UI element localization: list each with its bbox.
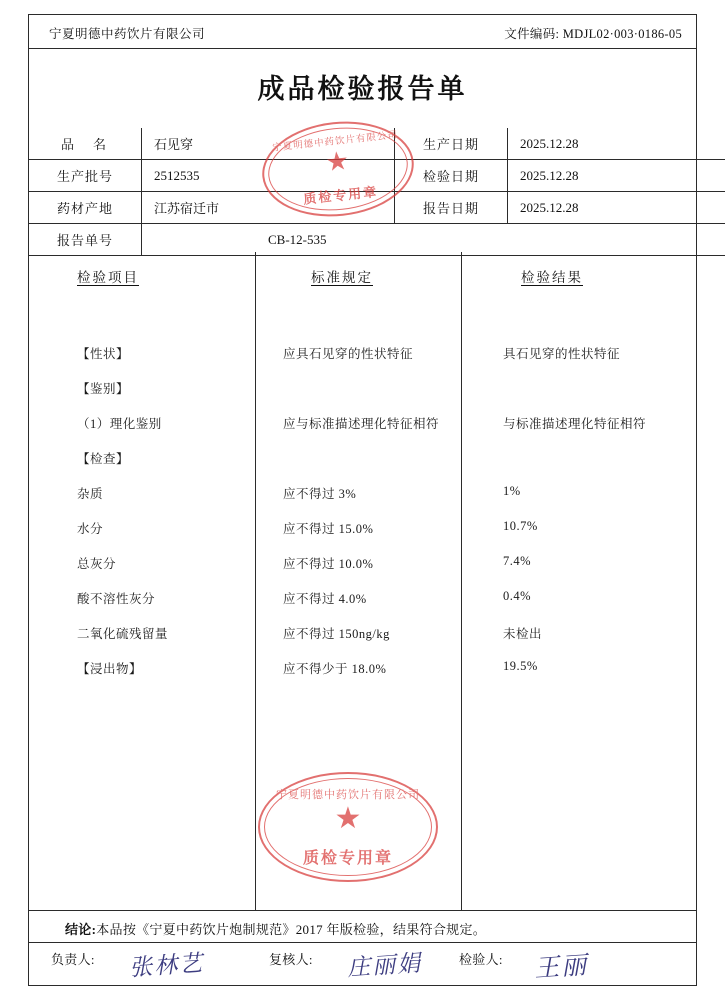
result-value: 未检出 [503, 627, 543, 641]
result-item: 水分 [77, 522, 104, 536]
table-row [29, 441, 696, 476]
result-item: 【检查】 [77, 452, 130, 466]
info-value-product-name: 石见穿 [142, 128, 395, 160]
info-label-report-date: 报告日期 [395, 192, 508, 224]
table-row [29, 192, 725, 224]
report-sheet [28, 14, 697, 986]
seal-arc-text: 宁夏明德中药饮片有限公司 [276, 789, 420, 801]
info-value-report-date: 2025.12.28 [508, 192, 725, 224]
spacer-row [29, 310, 696, 336]
table-row [29, 476, 696, 511]
result-value: 具石见穿的性状特征 [503, 347, 621, 361]
column-header-result: 检验结果 [521, 270, 583, 285]
result-standard: 应不得过 4.0% [283, 592, 367, 606]
table-row [29, 406, 696, 441]
info-label-product-name: 品 名 [29, 128, 142, 160]
result-value: 10.7% [503, 519, 538, 533]
result-item: 酸不溶性灰分 [77, 592, 156, 606]
info-label-report-no: 报告单号 [29, 224, 142, 256]
table-row [29, 160, 725, 192]
seal-bottom-text: 质检专用章 [302, 183, 379, 207]
info-label-batch-no: 生产批号 [29, 160, 142, 192]
table-row [29, 224, 725, 256]
result-standard: 应具石见穿的性状特征 [283, 347, 414, 361]
result-item: 【鉴别】 [77, 382, 130, 396]
result-item: 二氧化硫残留量 [77, 627, 169, 641]
page-title: 成品检验报告单 [257, 74, 468, 104]
result-item: （1）理化鉴别 [77, 417, 162, 431]
info-label-test-date: 检验日期 [395, 160, 508, 192]
info-label-origin: 药材产地 [29, 192, 142, 224]
table-row [29, 616, 696, 651]
signature-reviewer: 庄丽娟 [346, 950, 423, 981]
info-value-origin: 江苏宿迁市 [142, 192, 395, 224]
info-value-production-date: 2025.12.28 [508, 128, 725, 160]
signature-inspector: 王丽 [533, 952, 590, 983]
result-value: 7.4% [503, 554, 532, 568]
document-code-label: 文件编码: [504, 27, 560, 41]
table-row [29, 511, 696, 546]
info-table [29, 128, 725, 256]
result-standard: 应不得过 3% [283, 487, 357, 501]
result-standard: 应不得过 10.0% [283, 557, 374, 571]
document-code [504, 24, 682, 42]
signature-label-inspector: 检验人: [459, 952, 503, 967]
column-header-standard: 标准规定 [311, 270, 373, 285]
document-code-value: MDJL02·003·0186-05 [562, 27, 682, 41]
info-label-production-date: 生产日期 [395, 128, 508, 160]
table-row [29, 128, 725, 160]
result-item: 【浸出物】 [77, 662, 143, 676]
company-name: 宁夏明德中药饮片有限公司 [49, 27, 206, 41]
conclusion-text [65, 919, 486, 938]
conclusion-label: 结论: [65, 922, 97, 937]
conclusion-body: 本品按《宁夏中药饮片炮制规范》2017 年版检验，结果符合规定。 [96, 922, 487, 937]
info-value-batch-no: 2512535 [142, 160, 395, 192]
table-row [29, 651, 696, 686]
info-value-report-no [142, 224, 725, 256]
result-value: 与标准描述理化特征相符 [503, 417, 647, 431]
result-value: 1% [503, 484, 521, 498]
result-standard: 应不得过 15.0% [283, 522, 374, 536]
star-icon: ★ [324, 145, 351, 177]
results-rows [29, 310, 696, 686]
conclusion-row [29, 911, 696, 943]
seal-bottom-text: 质检专用章 [302, 850, 393, 867]
result-standard: 应不得少于 18.0% [283, 662, 387, 676]
table-row [29, 546, 696, 581]
table-row [29, 336, 696, 371]
result-item: 杂质 [77, 487, 104, 501]
signature-manager: 张林艺 [128, 950, 205, 981]
column-header-item: 检验项目 [77, 270, 139, 285]
result-value: 19.5% [503, 659, 538, 673]
result-standard: 应不得过 150ng/kg [283, 627, 390, 641]
table-row [29, 371, 696, 406]
signature-row [29, 943, 696, 987]
result-item: 【性状】 [77, 347, 130, 361]
result-standard: 应与标准描述理化特征相符 [283, 417, 440, 431]
info-value-test-date: 2025.12.28 [508, 160, 725, 192]
seal-arc-text: 宁夏明德中药饮片有限公司 [271, 130, 399, 154]
result-item: 总灰分 [77, 557, 117, 571]
document-header [29, 15, 696, 49]
star-icon: ★ [334, 801, 362, 835]
result-value: 0.4% [503, 589, 532, 603]
report-no-text: CB-12-535 [268, 231, 327, 247]
signature-label-reviewer: 复核人: [269, 952, 313, 967]
signature-label-manager: 负责人: [51, 952, 95, 967]
table-row [29, 581, 696, 616]
results-table [29, 252, 696, 911]
